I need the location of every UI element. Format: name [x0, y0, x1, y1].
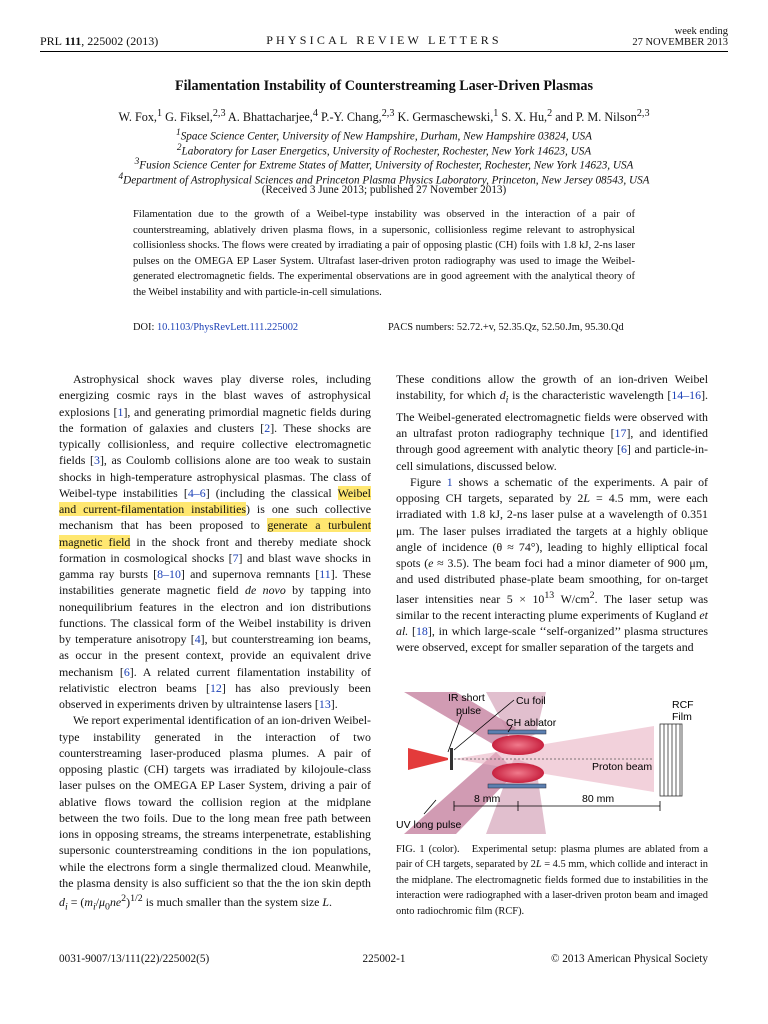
label-8mm: 8 mm [474, 793, 501, 805]
label-rcf: RCF [672, 699, 694, 711]
author: P.-Y. Chang, [320, 110, 382, 125]
paragraph: These conditions allow the growth of an ion-driven Weibel instability, for which $d_i$ is the characteristic wavelength [14–16]. The Weibel-generated electromagnetic fields were observed with an ultrafast proton radiography technique [17], and identified through good agreement with analytic theory [6] and particle-in-cell simulations, discussed below. [396, 372, 709, 473]
footer-code: 0031-9007/13/111(22)/225002(5) [59, 953, 210, 965]
pacs-numbers: PACS numbers: 52.72.+v, 52.35.Qz, 52.50.Jm, 95.30.Qd [388, 322, 624, 333]
ir-short-pulse-beam [408, 748, 448, 770]
label-ch-ablator: CH ablator [506, 717, 557, 729]
received-date: (Received 3 June 2013; published 27 November 2013) [261, 184, 507, 196]
author: A. Bhattacharjee, [227, 110, 313, 125]
rcf-film-stack [660, 724, 682, 796]
header-rule [40, 51, 728, 52]
paragraph: Figure 1 shows a schematic of the experiments. A pair of opposing CH targets, separated by 2L = 4.5 mm, were each irradiated with 1.8 kJ, 2-ns laser pulse at a wavelength of 0.351 μm. The laser pulses irradiated the targets at a highly oblique angle of incidence (θ ≈ 74°), leading to highly elliptical focal spots (e ≈ 3.5). The beam foci had a minor diameter of 900 μm, and used distributed phase-plate beam smoothing, for on-target laser intensities near $5 \times 10^{13}$ $W/cm^2$. The laser setup was similar to the recent interacting plume experiments of Kugland et al. [18], in which large-scale ‘‘self-organized’’ plasma structures were observed, except for smaller separation of the targets and [396, 474, 708, 655]
label-uv-long-pulse: UV long pulse [396, 819, 462, 831]
abstract: Filamentation due to the growth of a Weibel-type instability was observed in the interaction of a pair of counterstreaming, ablatively driven plasma flows, in a supersonic, collisionless regime relevant to astrophysical collisionless shocks. The flows were created by irradiating a pair of opposing plastic (CH) foils with 1.8 kJ, 2-ns laser pulses on the OMEGA EP Laser System. Ultrafast laser-driven proton radiography was used to image the Weibel-generated electromagnetic fields. The experimental observations are in good agreement with the analytical theory of the Weibel instability and with particle-in-cell simulations. [133, 209, 635, 298]
figure-link[interactable]: 1 [446, 474, 453, 489]
ch-ablator-bottom [488, 784, 546, 788]
journal-reference: PRL 111, 225002 (2013) [40, 34, 159, 48]
citation-link[interactable]: 13 [318, 697, 331, 711]
label-pulse: pulse [456, 705, 482, 717]
author: and P. M. Nilson [555, 110, 637, 125]
highlight: generate a turbulent magnetic field [59, 518, 372, 549]
figure-1-caption: FIG. 1 (color). Experimental setup: plasma plumes are ablated from a pair of CH targets, separated by 2L = 4.5 mm, which collide and interact in the midplane. The electromagnetic fields formed due to instabilities in the interaction were radiographed with a laser-driven proton beam and imaged onto radiochromic film (RCF). [396, 844, 708, 917]
author-list: W. Fox,$^1$ G. Fiksel,$^{2,3}$ A. Bhattacharjee,$^4$ P.-Y. Chang,$^{2,3}$ K. Germaschewski,$^1$ S. X. Hu,$^2$ and P. M. Nilson$^{2,3}$ [118, 108, 650, 125]
figure-1-schematic [396, 688, 714, 838]
citation-link[interactable]: 7 [232, 550, 239, 565]
ch-ablator-top [488, 730, 546, 734]
body-column-right [396, 371, 708, 656]
author: W. Fox, [118, 110, 157, 125]
label-proton-beam: Proton beam [592, 761, 653, 773]
citation-link[interactable]: 18 [415, 624, 428, 639]
affiliation: $^2$Laboratory for Laser Energetics, University of Rochester, Rochester, New York 14623, USA [176, 142, 592, 158]
citation-link[interactable]: 12 [209, 680, 222, 695]
paragraph: We report experimental identification of an ion-driven Weibel-type instability generated in the interaction of two counterstreaming laser-produced plasma plumes. A pair of opposing plastic (CH) targets was irradiated by kilojoule-class laser pulses on the OMEGA EP Laser System, driving a pair of ablative flows toward the collision region at the midplane between the two foils. Due to the long mean free path between ions in opposing streams, the streams interpenetrate, establishing supersonic counterstreaming conditions in the ion populations, while the electrons form a single thermalized cloud. Meanwhile, the plasma density is also sufficient so that the the ion skin depth $d_i = (m_i/\mu_0ne^2)^{1/2}$ is much smaller than the system size L. [59, 713, 371, 913]
paragraph: Astrophysical shock waves play diverse roles, including energizing cosmic rays in the blast waves of astrophysical explosions [1], and generating primordial magnetic fields during the formation of galaxies and clusters [2]. These shocks are typically collisionless, and require collective electromagnetic fields [3], as Coulomb collisions alone are too weak to sustain shocks in high-temperature astrophysical plasmas. The class of Weibel-type instabilities [4–6] (including the classical Weibel and current-filamentation instabilities) is one such collective mechanism that has been proposed to generate a turbulent magnetic field in the shock front and thereby mediate shock formation in cosmological shocks [7] and blast wave shocks in gamma ray bursts [8–10] and supernova remnants [11]. These instabilities generate magnetic field de novo by tapping into nonequilibrium features in the electron and ion distributions functions. The classical form of the Weibel instability is driven by temperature anisotropy [4], but counterstreaming ion beams, as occur in the present context, provide an equivalent drive mechanism [6]. A related current filamentation instability of relativistic electron beams [12] has also previously been observed in experiments driven by ultraintense lasers [13]. [59, 372, 372, 711]
highlight: Weibel and current-filamentation instabilities [59, 485, 371, 516]
copyright: © 2013 American Physical Society [550, 953, 708, 965]
author: S. X. Hu, [501, 110, 548, 125]
week-ending [632, 26, 728, 48]
label-80mm: 80 mm [582, 793, 615, 805]
affiliation: $^1$Space Science Center, University of New Hampshire, Durham, New Hampshire 03824, USA [176, 128, 592, 143]
week-ending-label: week ending [674, 26, 728, 37]
plasma-plume-lower [492, 763, 544, 783]
citation-link[interactable]: 2 [264, 420, 271, 435]
citation-link[interactable]: 3 [94, 453, 100, 468]
article-title: Filamentation Instability of Counterstreaming Laser-Driven Plasmas [174, 78, 594, 94]
journal-name: PHYSICAL REVIEW LETTERS [266, 33, 502, 47]
citation-link[interactable]: 4–6 [187, 485, 206, 500]
citation-link[interactable]: 17 [614, 426, 627, 441]
cu-foil [450, 748, 453, 770]
author: K. Germaschewski, [397, 110, 494, 125]
citation-link[interactable]: 1 [117, 404, 124, 419]
citation-link[interactable]: 11 [319, 567, 331, 581]
citation-link[interactable]: 14–16 [671, 388, 702, 403]
doi-link[interactable]: 10.1103/PhysRevLett.111.225002 [156, 322, 299, 333]
citation-link[interactable]: 4 [194, 632, 201, 646]
body-column-left [59, 371, 371, 916]
equation: $d_i = (m_i/\mu_0ne^2)^{1/2}$ [59, 893, 143, 913]
label-ir-short: IR short [448, 692, 485, 704]
citation-link[interactable]: 8–10 [157, 567, 181, 581]
label-film: Film [672, 711, 692, 723]
affiliation: $^4$Department of Astrophysical Sciences and Princeton Plasma Physics Laboratory, Princeton, New Jersey 08543, USA [118, 171, 650, 187]
doi: DOI: 10.1103/PhysRevLett.111.225002 [133, 322, 299, 333]
label-cu-foil: Cu foil [516, 695, 546, 707]
author: G. Fiksel, [165, 110, 213, 125]
week-ending-date: 27 NOVEMBER 2013 [632, 37, 728, 48]
citation-link[interactable]: 6 [620, 442, 627, 457]
citation-link[interactable]: 6 [123, 664, 130, 679]
affiliation: $^3$Fusion Science Center for Extreme States of Matter, University of Rochester, Rochester, New York 14623, USA [134, 157, 634, 172]
page-number: 225002-1 [362, 953, 406, 965]
plasma-plume-upper [492, 735, 544, 755]
